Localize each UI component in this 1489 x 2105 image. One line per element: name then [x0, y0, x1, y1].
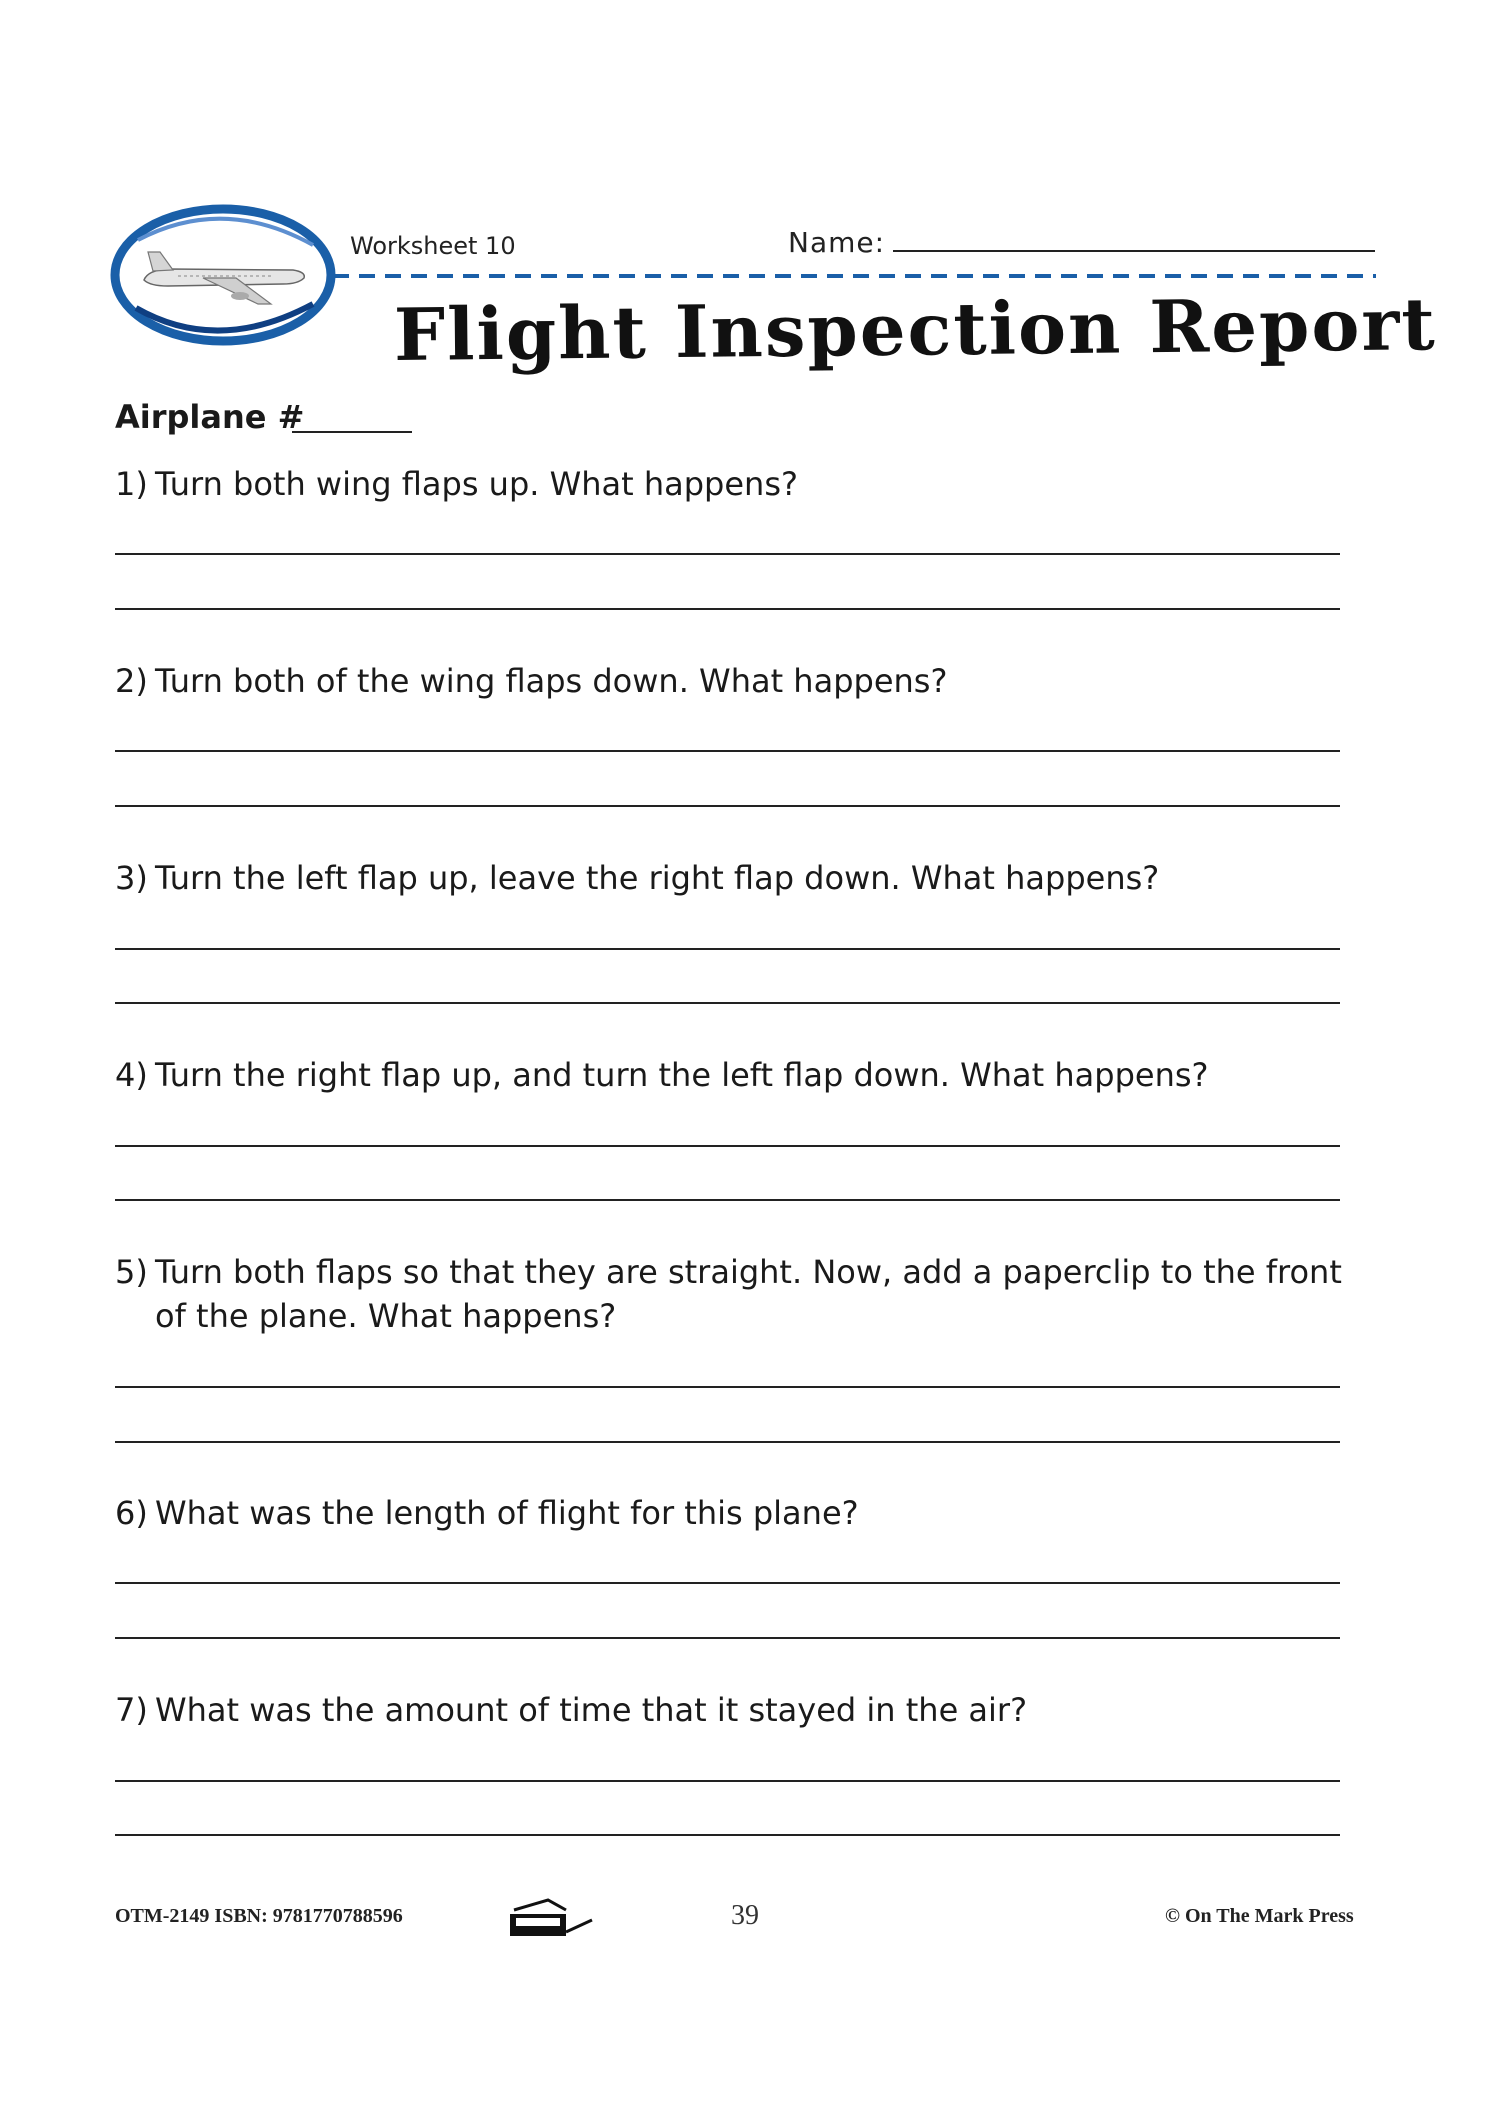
page-title: Flight Inspection Report [393, 281, 1438, 377]
footer-code-isbn: OTM-2149 ISBN: 9781770788596 [115, 1905, 403, 1927]
question-2 [115, 659, 1375, 703]
answer-line[interactable] [115, 750, 1340, 752]
answer-line[interactable] [115, 608, 1340, 610]
answer-line[interactable] [115, 1780, 1340, 1782]
page-number: 39 [731, 1900, 759, 1931]
question-5 [115, 1250, 1375, 1338]
question-text: What was the length of flight for this plane? [155, 1494, 859, 1532]
question-text: What was the amount of time that it stayed in the air? [155, 1691, 1028, 1729]
answer-line[interactable] [115, 553, 1340, 555]
question-text: Turn both of the wing flaps down. What happens? [155, 662, 948, 700]
answer-line[interactable] [115, 1441, 1340, 1443]
footer-copyright: © On The Mark Press [1165, 1905, 1354, 1927]
question-1 [115, 462, 1375, 506]
question-text: Turn both flaps so that they are straight. Now, add a paperclip to the front [155, 1253, 1342, 1291]
question-text: Turn the right flap up, and turn the left flap down. What happens? [155, 1056, 1209, 1094]
answer-line[interactable] [115, 1002, 1340, 1004]
question-7 [115, 1688, 1375, 1732]
question-text: Turn both wing flaps up. What happens? [155, 465, 798, 503]
answer-line[interactable] [115, 1145, 1340, 1147]
airplane-logo-icon [108, 200, 338, 350]
question-number: 7) [115, 1691, 148, 1729]
name-label: Name: [788, 226, 886, 259]
question-number: 5) [115, 1253, 148, 1291]
question-6 [115, 1491, 1375, 1535]
answer-line[interactable] [115, 1386, 1340, 1388]
question-3 [115, 856, 1375, 900]
airplane-number-input-line[interactable] [292, 431, 412, 433]
book-stand-icon [508, 1896, 596, 1938]
question-number: 6) [115, 1494, 148, 1532]
header-divider [333, 270, 1376, 282]
question-number: 4) [115, 1056, 148, 1094]
worksheet-label: Worksheet 10 [350, 232, 516, 260]
question-text-continued: of the plane. What happens? [155, 1297, 617, 1335]
question-number: 1) [115, 465, 148, 503]
answer-line[interactable] [115, 948, 1340, 950]
name-input-line[interactable] [893, 250, 1375, 252]
answer-line[interactable] [115, 1637, 1340, 1639]
question-text: Turn the left flap up, leave the right flap down. What happens? [155, 859, 1160, 897]
question-number: 3) [115, 859, 148, 897]
answer-line[interactable] [115, 1582, 1340, 1584]
question-4 [115, 1053, 1375, 1097]
question-number: 2) [115, 662, 148, 700]
airplane-number-label: Airplane # [115, 398, 305, 436]
answer-line[interactable] [115, 805, 1340, 807]
answer-line[interactable] [115, 1834, 1340, 1836]
answer-line[interactable] [115, 1199, 1340, 1201]
